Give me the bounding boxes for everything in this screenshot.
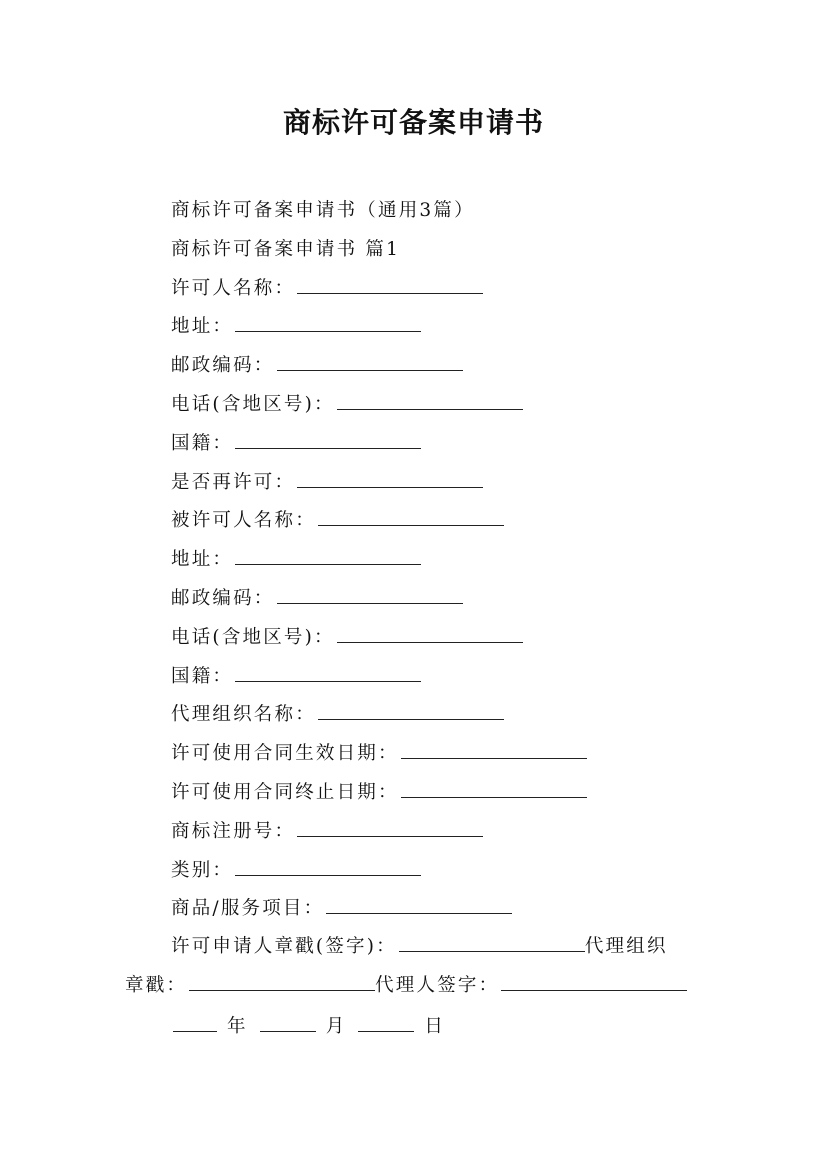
applicant-seal-blank[interactable] [399,932,585,952]
field-registration-number [171,815,731,854]
form-body [171,194,731,931]
licensee-postcode-blank[interactable] [277,584,463,604]
agency-seal-blank[interactable] [189,971,375,991]
field-label: 地址： [171,549,234,571]
field-label: 许可使用合同终止日期： [171,781,399,803]
field-goods-services [171,892,731,931]
class-blank[interactable] [235,856,421,876]
registration-number-blank[interactable] [297,817,483,837]
field-label: 被许可人名称： [171,510,316,532]
field-licensee-nationality [171,660,731,699]
heading-line: 商标许可备案申请书（通用3篇） [171,200,475,221]
field-agency-name [171,698,731,737]
field-label: 地址： [171,316,234,338]
licensor-postcode-blank[interactable] [277,351,463,371]
field-label: 国籍： [171,432,234,454]
licensor-nationality-blank[interactable] [235,429,421,449]
field-label: 邮政编码： [171,587,275,609]
field-label: 电话(含地区号)： [171,393,335,415]
document-title: 商标许可备案申请书 [282,106,544,139]
licensor-phone-blank[interactable] [337,390,523,410]
applicant-seal-label: 许可申请人章戳(签字)： [171,936,397,957]
field-label: 商品/服务项目： [171,898,325,920]
field-licensor-nationality [171,427,731,466]
field-licensor-postcode [171,349,731,388]
agency-name-blank[interactable] [318,700,504,720]
agent-signature-label: 代理人签字： [375,974,500,996]
field-sublicense [171,466,731,505]
signature-block [125,930,745,1008]
field-contract-end [171,776,731,815]
field-licensor-phone [171,388,731,427]
field-licensor-name [171,272,731,311]
field-label: 类别： [171,859,234,881]
month-blank[interactable] [260,1012,316,1032]
day-label: 日 [424,1016,446,1037]
field-licensee-address [171,543,731,582]
section-line: 商标许可备案申请书 篇1 [171,238,401,260]
contract-start-blank[interactable] [401,739,587,759]
field-label: 代理组织名称： [171,704,316,726]
agency-seal-label-part1: 代理组织 [584,936,668,957]
field-label: 邮政编码： [171,355,275,377]
field-contract-start [171,737,731,776]
licensor-name-blank[interactable] [297,274,483,294]
contract-end-blank[interactable] [401,778,587,798]
field-label: 许可使用合同生效日期： [171,743,399,765]
month-label: 月 [325,1016,347,1037]
licensee-nationality-blank[interactable] [235,662,421,682]
field-label: 电话(含地区号)： [171,626,335,648]
licensor-address-blank[interactable] [235,312,421,332]
field-licensor-address [171,310,731,349]
licensee-address-blank[interactable] [235,545,421,565]
agency-seal-label-part2: 章戳： [125,974,188,996]
field-label: 许可人名称： [171,277,296,299]
goods-services-blank[interactable] [326,894,512,914]
field-class [171,854,731,893]
signature-row-1 [125,930,745,969]
field-label: 是否再许可： [171,471,296,493]
licensee-name-blank[interactable] [318,506,504,526]
field-licensee-postcode [171,582,731,621]
day-blank[interactable] [358,1012,414,1032]
field-licensee-phone [171,621,731,660]
licensee-phone-blank[interactable] [337,623,523,643]
date-row [171,1010,445,1049]
field-licensee-name [171,504,731,543]
field-label: 商标注册号： [171,820,296,842]
signature-row-2 [125,969,745,1008]
year-blank[interactable] [173,1012,217,1032]
field-label: 国籍： [171,665,234,687]
agent-signature-blank[interactable] [501,971,687,991]
sublicense-blank[interactable] [297,468,483,488]
year-label: 年 [227,1016,248,1037]
